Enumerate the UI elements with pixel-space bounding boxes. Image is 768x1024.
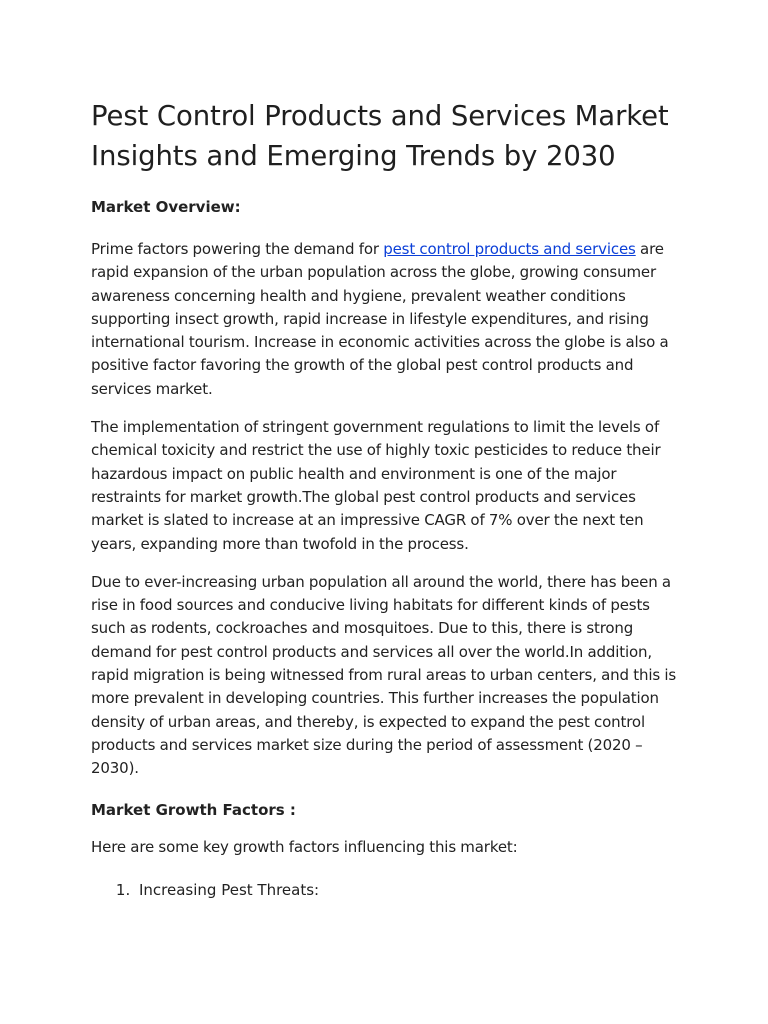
growth-factors-list bbox=[91, 879, 679, 902]
document-page bbox=[91, 96, 679, 902]
paragraph-text: Prime factors powering the demand for bbox=[91, 240, 384, 258]
market-overview-heading: Market Overview: bbox=[91, 198, 241, 216]
paragraph-overview bbox=[91, 238, 679, 401]
document-title: Pest Control Products and Services Market Insights and Emerging Trends by 2030 bbox=[91, 100, 669, 172]
paragraph-urban-population: Due to ever-increasing urban population all around the world, there has been a rise in food sources and conducive living habitats for different kinds of pests such as rodents, cockroaches and mosquitoes. Due to this, there is strong demand for pest control products and services all over the world.In addition, rapid migration is being witnessed from rural areas to urban centers, and this is more prevalent in developing countries. This further increases the population density of urban areas, and thereby, is expected to expand the pest control products and services market size during the period of assessment (2020 – 2030). bbox=[91, 572, 676, 778]
paragraph-regulations: The implementation of stringent government regulations to limit the levels of chemical toxicity and restrict the use of highly toxic pesticides to reduce their hazardous impact on public health and environment is one of the major restraints for market growth.The global pest control products and services market is slated to increase at an impressive CAGR of 7% over the next ten years, expanding more than twofold in the process. bbox=[91, 418, 661, 553]
market-growth-factors-heading: Market Growth Factors : bbox=[91, 800, 296, 819]
pest-control-link[interactable]: pest control products and services bbox=[383, 240, 636, 258]
list-item: 1. Increasing Pest Threats: bbox=[135, 879, 679, 902]
paragraph-text: are rapid expansion of the urban population across the globe, growing consumer awareness concerning health and hygiene, prevalent weather conditions supporting insect growth, rapid increase in lifestyle expenditures, and rising international tourism. Increase in economic activities across the globe is also a positive factor favoring the growth of the global pest control products and services market. bbox=[91, 240, 669, 398]
paragraph-growth-intro: Here are some key growth factors influencing this market: bbox=[91, 837, 518, 856]
